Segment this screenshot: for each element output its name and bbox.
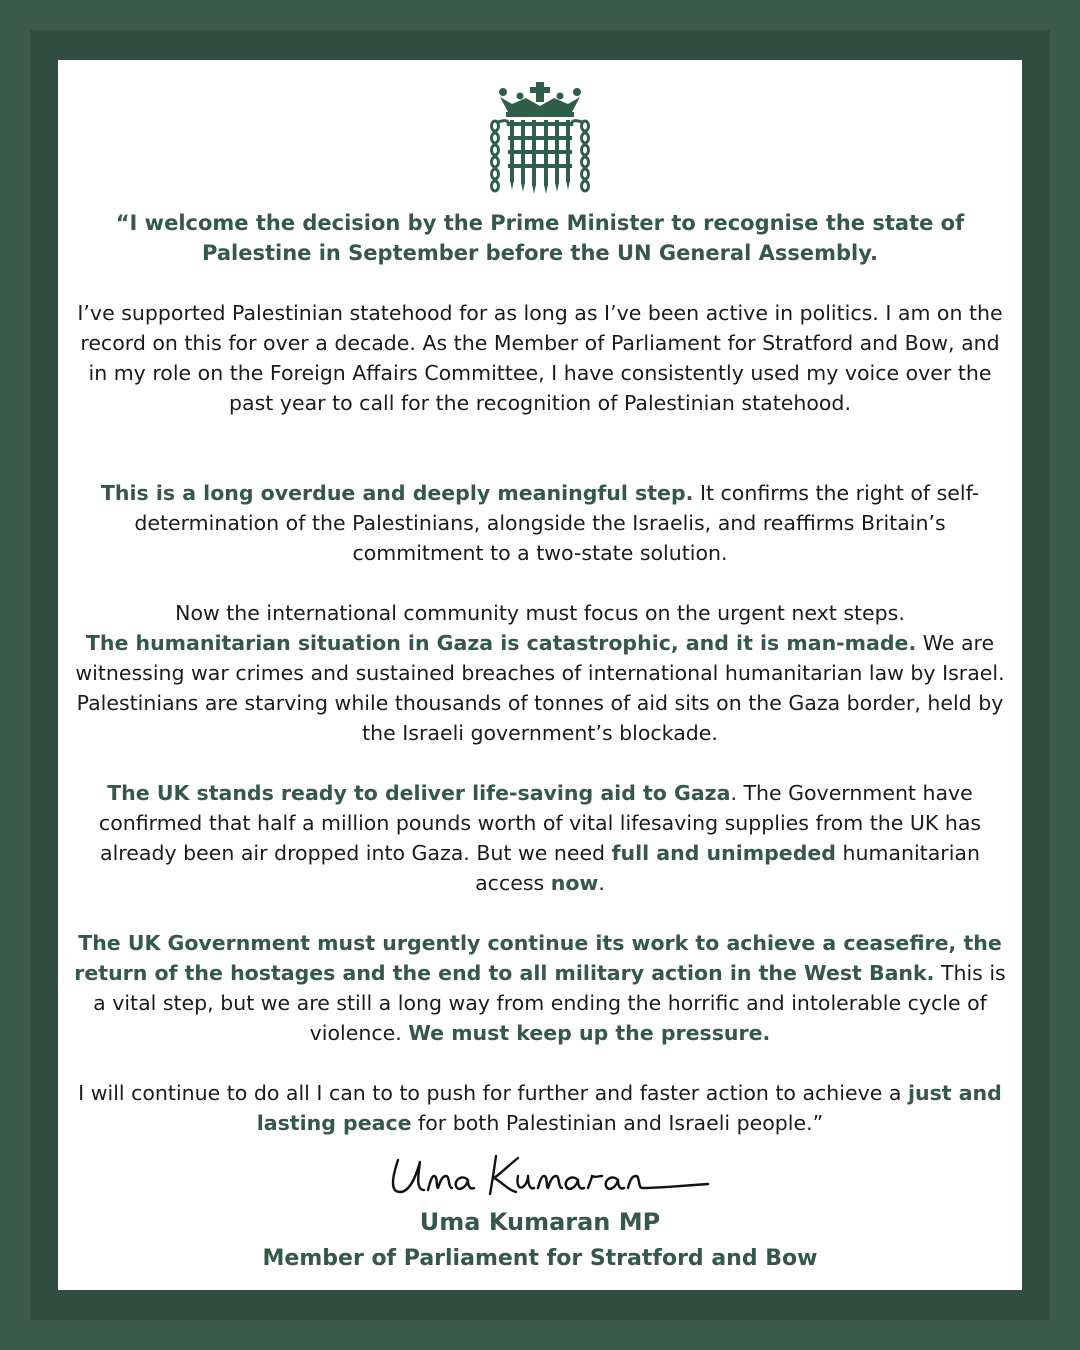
emphasis-humanitarian: The humanitarian situation in Gaza is catastrophic, and it is man-made. — [85, 631, 917, 655]
statement-card — [58, 60, 1022, 1290]
paragraph-peace-end: for both Palestinian and Israeli people.” — [411, 1111, 824, 1135]
emphasis-lasting-peace: just and lasting peace — [256, 1081, 1002, 1135]
emphasis-unimpeded: full and unimpeded — [611, 841, 836, 865]
paragraph-peace — [72, 1078, 1008, 1138]
paragraph-ceasefire — [72, 928, 1008, 1048]
paragraph-ceasefire-text: This is a vital step, but we are still a long way from ending the horrific and intolerable cycle of violence. — [93, 961, 1006, 1045]
paragraph-peace-text: I will continue to do all I can to to push for further and faster action to achieve a — [78, 1081, 908, 1105]
paragraph-aid-text: . The Government have confirmed that half a million pounds worth of vital lifesaving supplies from the UK has already been air dropped into Gaza. But we need — [98, 781, 982, 865]
handwritten-signature — [378, 1148, 728, 1212]
emphasis-overdue-step: This is a long overdue and deeply meaningful step. — [100, 481, 694, 505]
signatory-name: Uma Kumaran MP — [419, 1208, 661, 1236]
emphasis-aid: The UK stands ready to deliver life-saving aid to Gaza — [107, 781, 731, 805]
portcullis-icon — [490, 82, 590, 194]
emphasis-ceasefire: The UK Government must urgently continue its work to achieve a ceasefire, the return of the hostages and the end to all military action in the West Bank. — [74, 931, 1002, 985]
paragraph-aid — [72, 778, 1008, 898]
paragraph-humanitarian-text: We are witnessing war crimes and sustained breaches of international humanitarian law by Israel. Palestinians are starving while thousands of tonnes of aid sits on the Gaza border, held by the Israeli government’s blockade. — [75, 631, 1005, 745]
paragraph-next-steps: Now the international community must focus on the urgent next steps. — [175, 601, 905, 625]
paragraph-humanitarian — [72, 598, 1008, 748]
emphasis-now: now — [550, 871, 599, 895]
paragraph-aid-end: . — [598, 871, 605, 895]
statement-heading: “I welcome the decision by the Prime Minister to recognise the state of Palestine in September before the UN General Assembly. — [115, 211, 965, 265]
paragraph-support-statehood: I’ve supported Palestinian statehood for as long as I’ve been active in politics. I am on the record on this for over a decade. As the Member of Parliament for Stratford and Bow, and in my role on the Foreign Affairs Committee, I have consistently used my voice over the past year to call for the recognition of Palestinian statehood. — [77, 301, 1003, 415]
signatory-role: Member of Parliament for Stratford and Bow — [262, 1246, 818, 1271]
paragraph-aid-text-2: humanitarian access — [475, 841, 980, 895]
paragraph-overdue-text: It confirms the right of self-determination of the Palestinians, alongside the Israelis, and reaffirms Britain’s commitment to a two-state solution. — [134, 481, 980, 565]
emphasis-pressure: We must keep up the pressure. — [408, 1021, 771, 1045]
paragraph-overdue-step — [72, 478, 1008, 568]
